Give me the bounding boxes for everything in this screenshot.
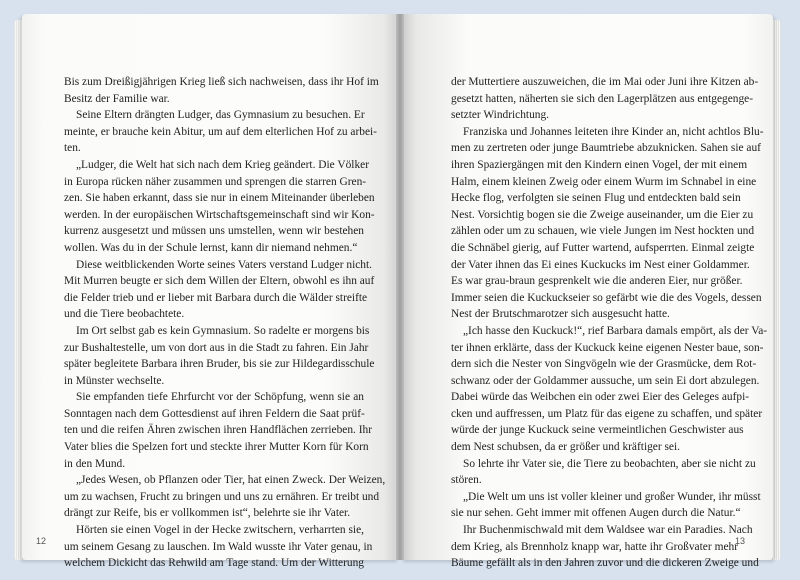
text-line: So lehrte ihr Vater sie, die Tiere zu beobachten, aber sie nicht zu xyxy=(463,457,756,470)
text-line: schwanz oder der Goldammer aussuche, um sein Ei dort abzulegen. xyxy=(451,374,760,387)
text-line: Sie empfanden tiefe Ehrfurcht vor der Schöpfung, wenn sie an xyxy=(76,391,364,404)
text-line: würde der junge Kuckuck seine vermeintlichen Geschwister aus xyxy=(451,424,744,437)
text-line: später begleitete Barbara ihren Bruder, bis sie zur Hildegardisschule xyxy=(64,358,375,371)
text-line: gesetzt hatten, näherten sie sich den Lagerplätzen aus entgegenge- xyxy=(451,92,754,105)
text-line: Dabei würde das Weibchen ein oder zwei Eier des Geleges aufpi- xyxy=(451,391,750,404)
text-line: in Münster wechselte. xyxy=(64,374,165,387)
text-line: setzter Windrichtung. xyxy=(451,109,550,122)
book-gutter xyxy=(396,14,404,560)
text-line: Immer seien die Kuckuckseier so gefärbt wie die des Vogels, dessen xyxy=(451,291,762,304)
text-line: meinte, er brauche kein Abitur, um auf dem elterlichen Hof zu arbei- xyxy=(64,125,377,138)
text-line: und die Tiere beobachtete. xyxy=(64,308,185,321)
text-line: Besitz der Familie war. xyxy=(64,92,170,105)
text-line: Franziska und Johannes leiteten ihre Kinder an, nicht achtlos Blu- xyxy=(463,125,764,138)
text-line: „Die Welt um uns ist voller kleiner und großer Wunder, ihr müsst xyxy=(463,490,761,503)
text-line: kurrenz ausgesetzt und müssen uns umstellen, wenn wir bestehen xyxy=(64,225,364,238)
text-line: dem Krieg, als Brennholz knapp war, hatte ihr Großvater mehr xyxy=(451,540,738,553)
text-line: „Ludger, die Welt hat sich nach dem Krieg geändert. Die Völker xyxy=(76,158,369,171)
text-line: Vater blies die Spelzen fort und steckte ihrer Mutter Korn für Korn xyxy=(64,441,369,454)
text-line: Nest der Brutschmarotzer sich ausgesucht hatte. xyxy=(451,308,670,321)
text-line: zählen oder um zu schauen, wie viele Jungen im Nest hockten und xyxy=(451,225,755,238)
text-line: zur Bushaltestelle, um von dort aus in die Stadt zu fahren. Ein Jahr xyxy=(64,341,369,354)
text-line: in den Mund. xyxy=(64,457,126,470)
right-page xyxy=(401,14,773,570)
text-line: Mit Murren beugte er sich dem Willen der Eltern, obwohl es ihn auf xyxy=(64,275,375,288)
text-line: ten und die reifen Ähren zwischen ihren Handflächen zerrieben. Ihr xyxy=(64,424,373,437)
text-line: stören. xyxy=(451,474,482,487)
text-line: Bis zum Dreißigjährigen Krieg ließ sich nachweisen, dass ihr Hof im xyxy=(64,76,379,88)
text-line: um seinem Gesang zu lauschen. Im Wald wusste ihr Vater genau, in xyxy=(64,540,373,553)
left-page-number: 12 xyxy=(36,536,47,546)
text-line: Hörten sie einen Vogel in der Hecke zwitschern, verharrten sie, xyxy=(76,524,364,537)
text-line: um zu wachsen, Frucht zu bringen und uns zu ernähren. Er treibt und xyxy=(64,490,380,503)
text-line: dern sich die Nester von Singvögeln wie der Grasmücke, dem Rot- xyxy=(451,358,757,371)
left-page xyxy=(22,14,399,570)
text-line: drängt zur Reife, bis er vollkommen ist“, belehrte sie ihr Vater. xyxy=(64,507,351,520)
text-line: Halm, einem kleinen Zweig oder einem Wurm im Schnabel in eine xyxy=(451,175,757,188)
text-line: in Europa rücken näher zusammen und sprengen die starren Gren- xyxy=(64,175,367,188)
text-line: ihren Spaziergängen mit den Kindern einen Vogel, der mit einem xyxy=(451,158,748,171)
text-line: wollen. Was du in der Schule lernst, kann dir niemand nehmen.“ xyxy=(64,241,358,254)
text-line: Seine Eltern drängten Ludger, das Gymnasium zu besuchen. Er xyxy=(76,109,365,122)
text-line: Nest. Vorsichtig bogen sie die Zweige auseinander, um die Eier zu xyxy=(451,208,754,221)
text-line: Bäume gefällt als in den Jahren zuvor und die dickeren Zweige und xyxy=(451,557,759,570)
text-line: dem Nest schubsen, da er größer und kräftiger sei. xyxy=(451,441,681,454)
text-line: cken und auffressen, um Platz für das eigene zu schaffen, und später xyxy=(451,407,763,420)
text-line: sie nur sehen. Geht immer mit offenen Augen durch die Natur.“ xyxy=(451,507,741,520)
text-line: der Muttertiere auszuweichen, die im Mai oder Juni ihre Kitzen ab- xyxy=(451,76,759,88)
right-page-number: 13 xyxy=(734,536,745,546)
text-line: welchem Dickicht das Rehwild am Tage stand. Um der Witterung xyxy=(64,557,364,570)
text-line: „Jedes Wesen, ob Pflanzen oder Tier, hat einen Zweck. Der Weizen, xyxy=(76,474,386,487)
text-line: ter ihnen erklärte, dass der Kuckuck keine eigenen Nester baue, son- xyxy=(451,341,764,354)
left-page-text xyxy=(64,74,386,572)
text-line: zen. Sie haben erkannt, dass sie nur in einem Miteinander überleben xyxy=(64,192,375,205)
text-line: Hecke flog, verfolgten sie seinen Flug und entdeckten bald sein xyxy=(451,192,741,205)
text-line: men zu zertreten oder junge Baumtriebe abzuknicken. Sahen sie auf xyxy=(451,142,761,155)
text-line: Diese weitblickenden Worte seines Vaters verstand Ludger nicht. xyxy=(76,258,372,271)
text-line: Sonntagen nach dem Gottesdienst auf ihren Feldern die Saat prüf- xyxy=(64,407,365,420)
text-line: ten. xyxy=(64,142,81,155)
text-line: „Ich hasse den Kuckuck!“, rief Barbara damals empört, als der Va- xyxy=(463,324,768,337)
text-line: Es war grau-braun gesprenkelt wie die anderen Eier, nur größer. xyxy=(451,275,743,288)
text-line: der Vater ihnen das Ei eines Kuckucks im Nest einer Goldammer. xyxy=(451,258,750,271)
text-line: die Schnäbel gierig, auf Futter wartend, aufsperrten. Einmal zeigte xyxy=(451,241,755,254)
text-line: die Felder trieb und er lieber mit Barbara durch die Wälder streifte xyxy=(64,291,368,304)
text-line: werden. In der europäischen Wirtschaftsgemeinschaft sind wir Kon- xyxy=(64,208,375,221)
text-line: Im Ort selbst gab es kein Gymnasium. So radelte er morgens bis xyxy=(76,324,370,337)
text-line: Ihr Buchenmischwald mit dem Waldsee war ein Paradies. Nach xyxy=(463,524,753,537)
